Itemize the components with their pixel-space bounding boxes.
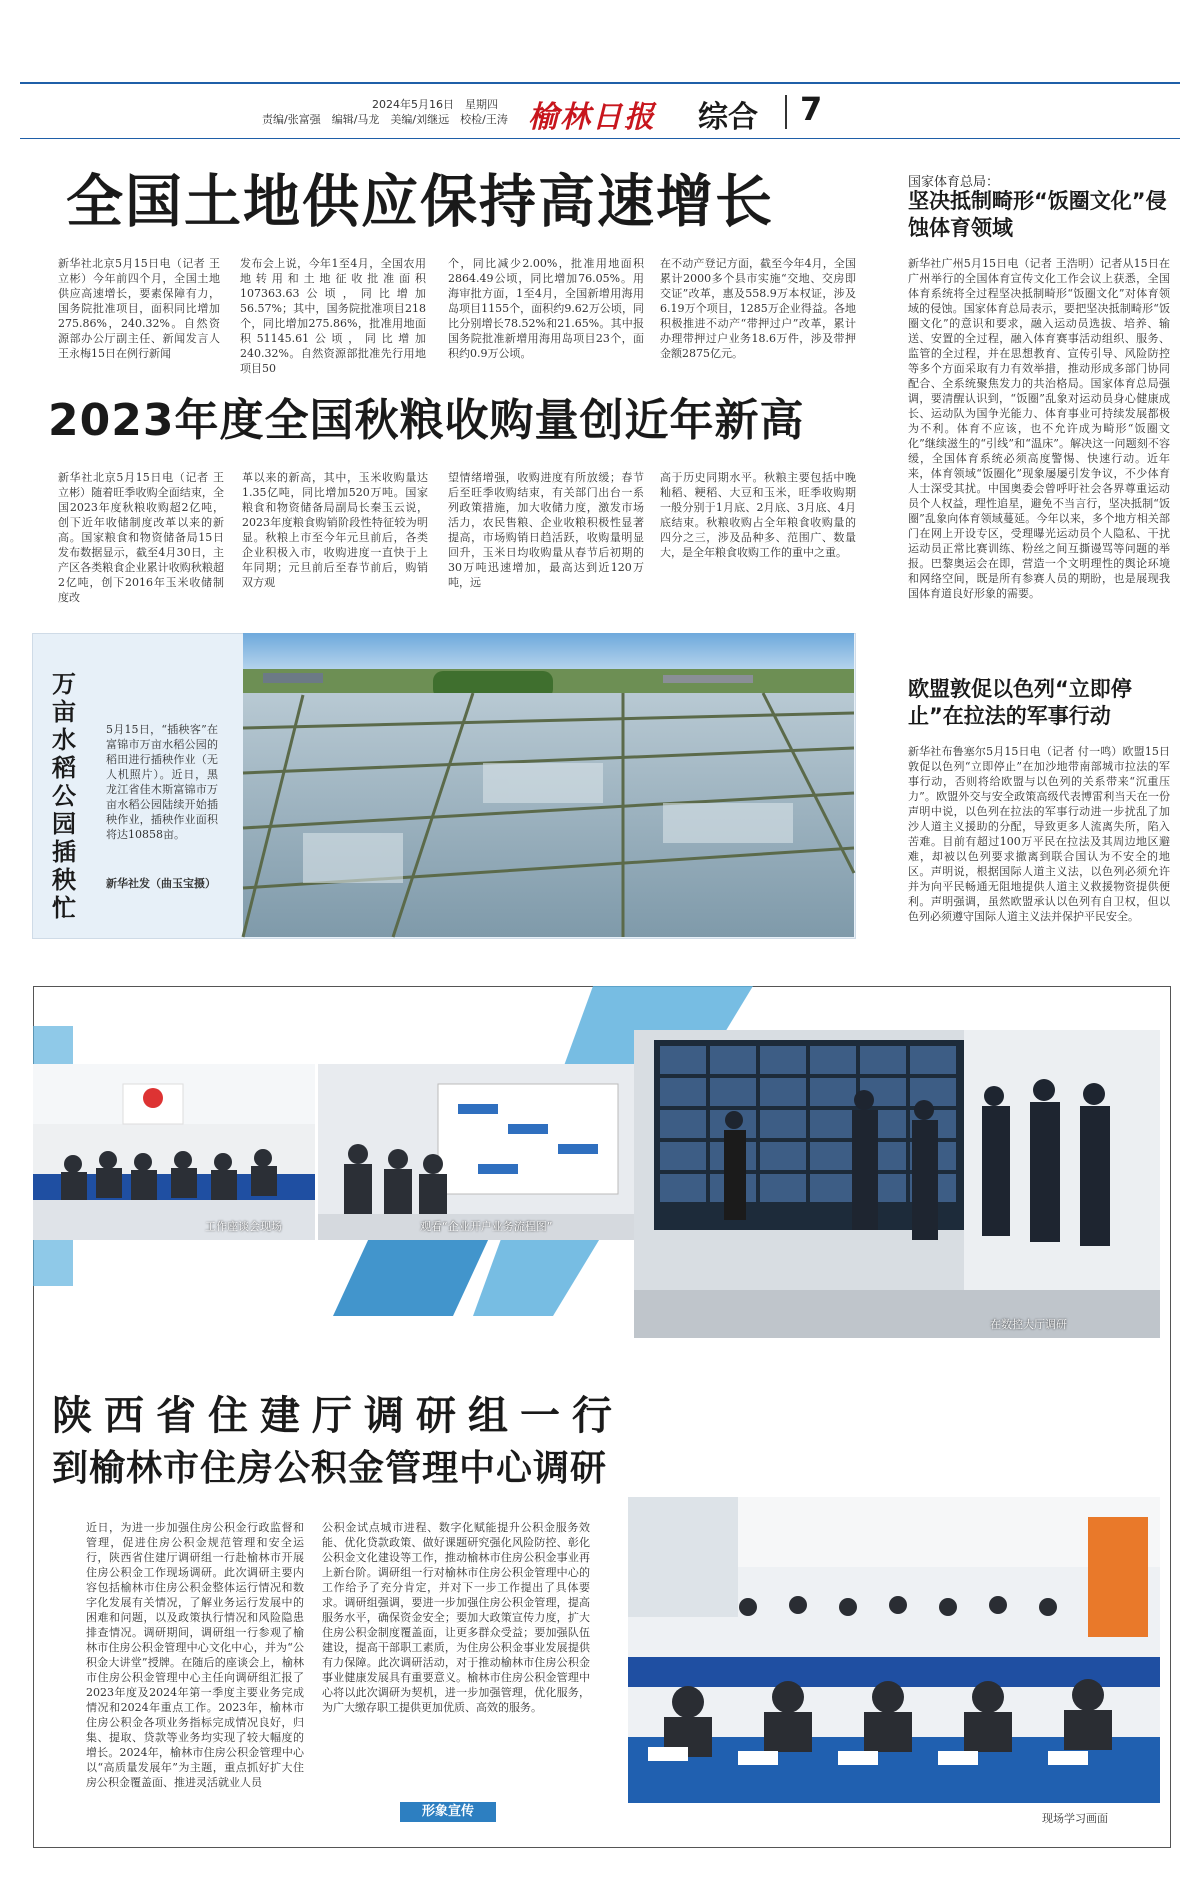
article2-col3: 望情绪增强，收购进度有所放缓；春节后至旺季收购结束，有关部门出台一系列政策措施，加大收储力度，激发市场活力，农民售粮、企业收粮积极性显著提高，市场购销日趋活跃，收购量明显回升，玉米日均收购量从春节后初期的30万吨迅速增加，最高达到近120万吨，远	[448, 471, 644, 589]
article2-col2: 革以来的新高，其中，玉米收购量达1.35亿吨，同比增加520万吨。国家粮食和物资储备局副局长秦玉云说，2023年度粮食购销阶段性特征较为明显。秋粮上市至今年元旦前后，各类企业积极入市，收购进度一直快于上年同期；元旦前后至春节前后，购销双方观	[242, 471, 428, 589]
paper-logo: 榆林日报	[528, 100, 656, 135]
section-name: 综合	[698, 100, 758, 135]
side1-body: 新华社广州5月15日电（记者 王浩明）记者从15日在广州举行的全国体育宣传文化工作会议上获悉，全国体育系统将全过程坚决抵制畸形“饭圈文化”对体育领域的侵蚀。国家体育总局表示，要把坚决抵制畸形“饭圈文化”的意识和要求，融入运动员选拔、培养、输送、安置的全过程，融入体育赛事活动组织、服务、监管的全过程，并在思想教育、宣传引导、风险防控等多个方面采取有力有效举措，推动形成多部门协同配合、全系统聚焦发力的共治格局。国家体育总局强调，要清醒认识到，“饭圈”乱象对运动员身心健康成长、运动队为国争光能力、体育事业可持续发展都极为不利。体育不应该，也不允许成为畸形“饭圈文化”继续滋生的“引线”和“温床”。解决这一问题刻不容缓，全国体育系统必须高度警惕、快速行动。近年来，体育领域“饭圈化”现象屡屡引发争议，不少体育人士深受其扰。中国奥委会曾呼吁社会各界尊重运动员个人权益，理性追星，避免不当言行，坚决抵制“饭圈”乱象向体育领域蔓延。今年以来，多个地方相关部门在网上开设专区，受理曝光运动员个人隐私、干扰运动员正常比赛训练、粉丝之间互撕谩骂等问题的举报。巴黎奥运会在即，营造一个文明理性的舆论环境和网络空间，既是所有参赛人员的期盼，也是展现我国体育道良好形象的需要。	[908, 257, 1170, 600]
feature-col1: 近日，为进一步加强住房公积金行政监督和管理，促进住房公积金规范管理和安全运行，陕西省住建厅调研组一行赴榆林市开展住房公积金工作现场调研。此次调研主要内容包括榆林市住房公积金整体运行情况和数字化发展有关情况，了解业务运行发展中的困难和问题，以及政策执行情况和风险隐患排查情况。调研期间，调研组一行参观了榆林市住房公积金管理中心文化中心，并为“公积金大讲堂”授牌。在随后的座谈会上，榆林市住房公积金管理中心主任向调研组汇报了2023年度及2024年第一季度主要业务完成情况和2024年重点工作。2023年，榆林市住房公积金各项业务指标完成情况良好，归集、提取、贷款等业务均实现了较大幅度的增长。2024年，榆林市住房公积金管理中心以“高质量发展年”为主题，重点抓好扩大住房公积金覆盖面、推进灵活就业人员	[86, 1521, 304, 1789]
photo-caption-study: 现场学习画面	[1042, 1812, 1108, 1825]
flowchart-photo	[318, 1064, 634, 1240]
article1-col3: 个，同比减少2.00%，批准用地面积2864.49公顷，同比增加76.05%。用海审批方面，1至4月，全国新增用海用岛项目1155个，面积约9.62万公顷，同比分别增长78.52%和21.65%。其中报国务院批准新增用海用岛项目23个，面积约0.9万公顷。	[448, 257, 644, 360]
control-hall-photo	[634, 1030, 1160, 1338]
side2-body: 新华社布鲁塞尔5月15日电（记者 付一鸣）欧盟15日敦促以色列“立即停止”在加沙地带南部城市拉法的军事行动，否则将给欧盟与以色列的关系带来“沉重压力”。欧盟外交与安全政策高级代表博雷利当天在一份声明中说，以色列在拉法的军事行动进一步扰乱了加沙人道主义援助的分配，导致更多人流离失所，陷入苦难。目前有超过100万平民在拉法及其周边地区避难，却被以色列要求撤离到联合国认为不安全的地区。声明说，根据国际人道主义法，以色列必须允许并为向平民畅通无阻地提供人道主义救援物资提供便利。声明强调，虽然欧盟承认以色列有自卫权，但以色列必须遵守国际人道主义法并保护平民安全。	[908, 745, 1170, 923]
study-session-photo	[628, 1497, 1160, 1803]
feature-col2: 公积金试点城市进程、数字化赋能提升公积金服务效能、优化贷款政策、做好课题研究强化风险防控、彰化公积金文化建设等工作，推动榆林市住房公积金事业再上新台阶。调研组一行对榆林市住房公积金管理中心的工作给予了充分肯定，并对下一步工作提出了具体要求。调研组强调，要进一步加强住房公积金管理，提高服务水平，确保资金安全；要加大政策宣传力度，扩大住房公积金制度覆盖面，让更多群众受益；要加强队伍建设，提高干部职工素质，为住房公积金事业发展提供有力保障。此次调研活动，对于推动榆林市住房公积金事业健康发展具有重要意义。榆林市住房公积金管理中心将以此次调研为契机，进一步加强管理，优化服务，为广大缴存职工提供更加优质、高效的服务。	[322, 1521, 590, 1714]
article2-title: 2023年度全国秋粮收购量创近年新高	[48, 395, 805, 446]
side1-title: 坚决抵制畸形“饭圈文化”侵蚀体育领域	[908, 189, 1167, 240]
photo-caption-control-hall: 在数控大厅调研	[990, 1318, 1067, 1331]
feature-tag: 形象宣传	[400, 1802, 496, 1822]
rice-paddy-photo	[243, 633, 854, 937]
photo-story-credit: 新华社发（曲玉宝摄）	[106, 877, 216, 890]
masthead-editors: 责编/张富强 编辑/马龙 美编/刘继远 校检/王涛	[262, 113, 508, 126]
article2-col1: 新华社北京5月15日电（记者 王立彬）随着旺季收购全面结束，全国2023年度秋粮收购超2亿吨，创下近年收储制度改革以来的新高。国家粮食和物资储备局15日发布数据显示，截至4月30日，主产区各类粮食企业累计收购秋粮超2亿吨，创下2016年玉米收储制度改	[58, 471, 224, 604]
side2-title: 欧盟敦促以色列“立即停止”在拉法的军事行动	[908, 677, 1132, 728]
article1-col1: 新华社北京5月15日电（记者 王立彬）今年前四个月，全国土地供应高速增长，要素保障有力，国务院批准项目，面积同比增加275.86%，240.32%。自然资源部办公厅副主任、新闻发言人王永梅15日在例行新闻	[58, 257, 220, 360]
photo-story-vertical-title: 万亩水稻公园插秧忙	[52, 669, 76, 922]
photo-story-caption: 5月15日，“插秧客”在富锦市万亩水稻公园的稻田进行插秧作业（无人机照片）。近日，黑龙江省佳木斯富锦市万亩水稻公园陆续开始插秧作业，插秧作业面积将达10858亩。	[106, 723, 218, 841]
article1-title: 全国土地供应保持高速增长	[66, 169, 774, 235]
feature-title-line1: 陕西省住建厅调研组一行	[52, 1393, 624, 1439]
photo-caption-meeting: 工作座谈会现场	[205, 1220, 282, 1233]
masthead-top-rule	[20, 82, 1180, 84]
meeting-photo	[33, 1064, 315, 1240]
article1-col4: 在不动产登记方面，截至今年4月，全国累计2000多个县市实施“交地、交房即交证”改革，惠及558.9万本权证，涉及6.19万个项目，1285万企业得益。各地积极推进不动产“带押过户”改革，累计办理带押过户业务18.6万件，涉及带押金额2875亿元。	[660, 257, 856, 360]
side1-kicker: 国家体育总局：	[908, 175, 1000, 190]
page-number: 7	[800, 90, 823, 128]
masthead-divider	[785, 95, 787, 129]
masthead-date: 2024年5月16日 星期四	[372, 98, 498, 111]
article1-col2: 发布会上说，今年1至4月，全国农用地转用和土地征收批准面积107363.63公顷，同比增加56.57%；其中，国务院批准项目218个，同比增加275.86%，批准用地面积51145.61公顷，同比增加240.32%。自然资源部批准先行用地项目50	[240, 257, 426, 375]
article2-col4: 高于历史同期水平。秋粮主要包括中晚籼稻、粳稻、大豆和玉米，旺季收购期一般分别于1月底、2月底、3月底、4月底结束。秋粮收购占全年粮食收购量的四分之三，涉及品种多、范围广、数量大，是全年粮食收购工作的重中之重。	[660, 471, 856, 559]
masthead-bottom-rule	[20, 138, 1180, 139]
feature-title-line2: 到榆林市住房公积金管理中心调研	[52, 1448, 608, 1489]
photo-caption-flowchart: 观看“企业开户业务流程图”	[420, 1220, 553, 1233]
